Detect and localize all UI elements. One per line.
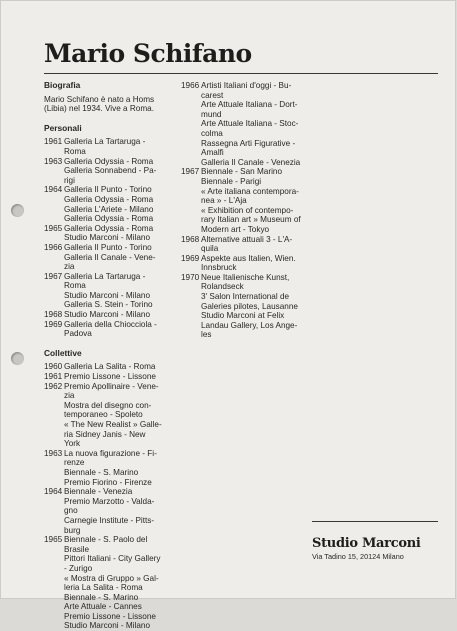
left-column xyxy=(44,81,172,631)
catalog-page xyxy=(1,1,455,631)
exhibition-venue-line: Premio Fiorino - Firenze xyxy=(64,477,152,487)
exhibition-venue-line: Roma xyxy=(64,281,86,291)
exhibition-venue-line: Galleria La Salita - Roma xyxy=(64,362,156,372)
exhibition-venue-line: « Exhibition of contempo- xyxy=(201,205,294,215)
exhibition-venue-line: Studio Marconi - Milano xyxy=(64,310,151,320)
exhibition-venue-line: Galleria Odyssia - Roma xyxy=(64,214,154,224)
exhibition-entry xyxy=(44,382,172,449)
exhibition-year: 1962 xyxy=(44,381,63,391)
exhibition-venue-line: Studio Marconi - Milano xyxy=(64,621,151,631)
exhibition-venue-line: Galleria Il Canale - Vene- xyxy=(64,252,156,262)
exhibition-venue-line: La nuova figurazione - Fi- xyxy=(64,448,157,458)
exhibition-year: 1966 xyxy=(44,242,63,252)
exhibition-venue-line: Galleria Odyssia - Roma xyxy=(64,156,154,166)
exhibition-venue-line: Premio Marzotto - Valda- xyxy=(64,496,155,506)
exhibition-entry xyxy=(44,224,172,243)
biografia-line: Mario Schifano è nato a Homs xyxy=(44,94,155,104)
right-column xyxy=(181,81,316,340)
exhibition-venue-line: Biennale - Venezia xyxy=(64,487,133,497)
exhibition-venue-line: Neue Italienische Kunst, xyxy=(201,272,290,282)
exhibition-venue-line: - Zurigo xyxy=(64,563,93,573)
exhibition-venue-line: Pittori Italiani - City Gallery xyxy=(64,554,161,564)
exhibition-year: 1964 xyxy=(44,487,63,497)
exhibition-venue-line: Carnegie Institute - Pitts- xyxy=(64,515,155,525)
exhibition-entry xyxy=(181,81,316,167)
exhibition-venue-line: burg xyxy=(64,525,81,535)
exhibition-year: 1969 xyxy=(181,253,200,263)
biografia-text xyxy=(44,95,172,114)
title-rule xyxy=(44,73,438,74)
exhibition-venue-line: Innsbruck xyxy=(201,263,237,273)
exhibition-venues xyxy=(64,157,172,186)
exhibition-venue-line: zia xyxy=(64,262,75,272)
exhibition-year: 1963 xyxy=(44,156,63,166)
exhibition-venues xyxy=(201,254,316,273)
exhibition-venue-line: Amalfi xyxy=(201,148,224,158)
exhibition-venue-line: Galleria Odyssia - Roma xyxy=(64,194,154,204)
exhibition-venue-line: Mostra del disegno con- xyxy=(64,400,152,410)
exhibition-venue-line: Studio Marconi - Milano xyxy=(64,290,151,300)
personali-heading: Personali xyxy=(44,122,82,133)
exhibition-venue-line: temporaneo - Spoleto xyxy=(64,410,143,420)
exhibition-venues xyxy=(64,137,172,156)
exhibition-venue-line: leria La Salita - Roma xyxy=(64,583,143,593)
exhibition-year: 1965 xyxy=(44,535,63,545)
exhibition-venue-line: renze xyxy=(64,458,85,468)
exhibition-venue-line: gno xyxy=(64,506,78,516)
publisher-rule xyxy=(312,521,438,522)
exhibition-entry xyxy=(44,157,172,186)
exhibition-venue-line: nea » - L'Aja xyxy=(201,196,247,206)
exhibition-venue-line: Brasile xyxy=(64,544,90,554)
exhibition-entry xyxy=(44,137,172,156)
collettive-list xyxy=(44,362,172,631)
exhibition-venue-line: Galleria della Chiocciola - xyxy=(64,319,157,329)
exhibition-entry xyxy=(44,449,172,487)
exhibition-venue-line: Galleria L'Ariete - Milano xyxy=(64,204,154,214)
exhibition-venues xyxy=(64,535,172,631)
exhibition-venue-line: 3' Salon International de xyxy=(201,292,290,302)
exhibition-entry xyxy=(181,273,316,340)
exhibition-venue-line: carest xyxy=(201,90,224,100)
exhibition-entry xyxy=(44,487,172,535)
exhibition-venues xyxy=(64,310,172,320)
exhibition-year: 1963 xyxy=(44,448,63,458)
exhibition-venue-line: « The New Realist » Galle- xyxy=(64,420,162,429)
binder-hole xyxy=(11,352,24,365)
exhibition-venue-line: Galleria Sonnabend - Pa- xyxy=(64,166,157,176)
exhibition-venue-line: Galleria S. Stein - Torino xyxy=(64,300,153,310)
exhibition-venues xyxy=(64,272,172,310)
exhibition-venue-line: zia xyxy=(64,391,75,401)
exhibition-venue-line: Alternative attuali 3 - L'A- xyxy=(201,234,293,244)
exhibition-entry xyxy=(181,167,316,234)
exhibition-venues xyxy=(201,167,316,234)
exhibition-year: 1967 xyxy=(181,167,200,177)
exhibition-year: 1968 xyxy=(181,234,200,244)
exhibition-venue-line: Studio Marconi at Felix xyxy=(201,311,285,321)
exhibition-entry xyxy=(181,235,316,254)
biografia-line: (Libia) nel 1934. Vive a Roma. xyxy=(44,104,154,114)
exhibition-venues xyxy=(64,320,172,339)
publisher-address: Via Tadino 15, 20124 Milano xyxy=(312,552,404,561)
exhibition-venue-line: Galeries pilotes, Lausanne xyxy=(201,301,298,311)
exhibition-year: 1961 xyxy=(44,372,63,382)
collettive-heading: Collettive xyxy=(44,347,82,358)
exhibition-venue-line: mund xyxy=(201,109,222,119)
exhibition-year: 1966 xyxy=(181,81,200,90)
exhibition-venue-line: Galleria Il Punto - Torino xyxy=(64,185,152,195)
publisher-block xyxy=(312,521,438,561)
exhibition-venue-line: Biennale - S. Paolo del xyxy=(64,535,148,545)
exhibition-venue-line: Arte Attuale Italiana - Dort- xyxy=(201,100,298,110)
exhibition-venues xyxy=(64,372,172,382)
exhibition-year: 1969 xyxy=(44,319,63,329)
exhibition-venues xyxy=(64,362,172,372)
exhibition-venue-line: Rassegna Arti Figurative - xyxy=(201,138,296,148)
personali-list xyxy=(44,137,172,338)
exhibition-venue-line: Biennale - S. Marino xyxy=(64,592,139,602)
exhibition-venue-line: Biennale - San Marino xyxy=(201,167,283,177)
exhibition-venue-line: Aspekte aus Italien, Wien. xyxy=(201,253,296,263)
exhibition-entry xyxy=(44,372,172,382)
exhibition-venue-line: Biennale - Parigi xyxy=(201,176,262,186)
exhibition-venue-line: Premio Lissone - Lissone xyxy=(64,611,156,621)
exhibition-venue-line: « Mostra di Gruppo » Gal- xyxy=(64,573,159,583)
exhibition-venue-line: Studio Marconi - Milano xyxy=(64,233,151,243)
exhibition-venue-line: « Arte italiana contempora- xyxy=(201,186,299,196)
exhibition-year: 1965 xyxy=(44,223,63,233)
exhibition-venues xyxy=(64,224,172,243)
exhibition-venue-line: Galleria Il Canale - Venezia xyxy=(201,157,301,167)
exhibition-venue-line: Premio Apollinaire - Vene- xyxy=(64,381,159,391)
exhibition-entry xyxy=(44,272,172,310)
exhibition-venues xyxy=(64,487,172,535)
exhibition-entry xyxy=(181,254,316,273)
exhibition-venues xyxy=(64,185,172,223)
exhibition-year: 1970 xyxy=(181,272,200,282)
exhibition-venues xyxy=(64,243,172,272)
exhibition-venues xyxy=(64,449,172,487)
exhibition-venues xyxy=(201,273,316,340)
exhibition-venue-line: Galleria La Tartaruga - xyxy=(64,137,146,147)
exhibition-venue-line: Galleria Odyssia - Roma xyxy=(64,223,154,233)
exhibition-year: 1968 xyxy=(44,310,63,320)
exhibition-venue-line: Biennale - S. Marino xyxy=(64,467,139,477)
exhibition-venues xyxy=(201,235,316,254)
exhibition-venues xyxy=(64,382,172,449)
exhibition-venue-line: quila xyxy=(201,244,219,254)
exhibition-year: 1960 xyxy=(44,362,63,372)
exhibition-venue-line: Padova xyxy=(64,329,92,339)
exhibition-venue-line: Modern art - Tokyo xyxy=(201,224,270,234)
exhibition-venue-line: les xyxy=(201,330,212,340)
exhibition-venue-line: Galleria Il Punto - Torino xyxy=(64,242,152,252)
exhibition-entry xyxy=(44,185,172,223)
publisher-name: Studio Marconi xyxy=(312,536,421,551)
exhibition-venue-line: Artisti Italiani d'oggi - Bu- xyxy=(201,81,292,90)
exhibition-entry xyxy=(44,310,172,320)
exhibition-year: 1964 xyxy=(44,185,63,195)
exhibition-entry xyxy=(44,320,172,339)
biografia-heading: Biografia xyxy=(44,80,81,90)
exhibition-entry xyxy=(44,535,172,631)
exhibition-venue-line: colma xyxy=(201,128,223,138)
exhibition-venue-line: Roma xyxy=(64,146,86,156)
exhibition-venue-line: Galleria La Tartaruga - xyxy=(64,271,146,281)
page-title: Mario Schifano xyxy=(44,39,252,68)
exhibition-venue-line: Rolandseck xyxy=(201,282,244,292)
exhibition-venue-line: rary Italian art » Museum of xyxy=(201,215,301,225)
exhibition-venue-line: York xyxy=(64,439,81,449)
exhibition-year: 1961 xyxy=(44,137,63,147)
exhibition-venue-line: Premio Lissone - Lissone xyxy=(64,372,156,382)
exhibition-year: 1967 xyxy=(44,271,63,281)
exhibition-entry xyxy=(44,362,172,372)
exhibition-entry xyxy=(44,243,172,272)
exhibition-venues xyxy=(201,81,316,167)
exhibition-venue-line: Arte Attuale Italiana - Stoc- xyxy=(201,119,299,129)
collettive-continued-list xyxy=(181,81,316,340)
exhibition-venue-line: Arte Attuale - Cannes xyxy=(64,602,142,612)
exhibition-venue-line: ria Sidney Janis - New xyxy=(64,429,146,439)
exhibition-venue-line: rigi xyxy=(64,175,75,185)
exhibition-venue-line: Landau Gallery, Los Ange- xyxy=(201,320,298,330)
binder-hole xyxy=(11,204,24,217)
